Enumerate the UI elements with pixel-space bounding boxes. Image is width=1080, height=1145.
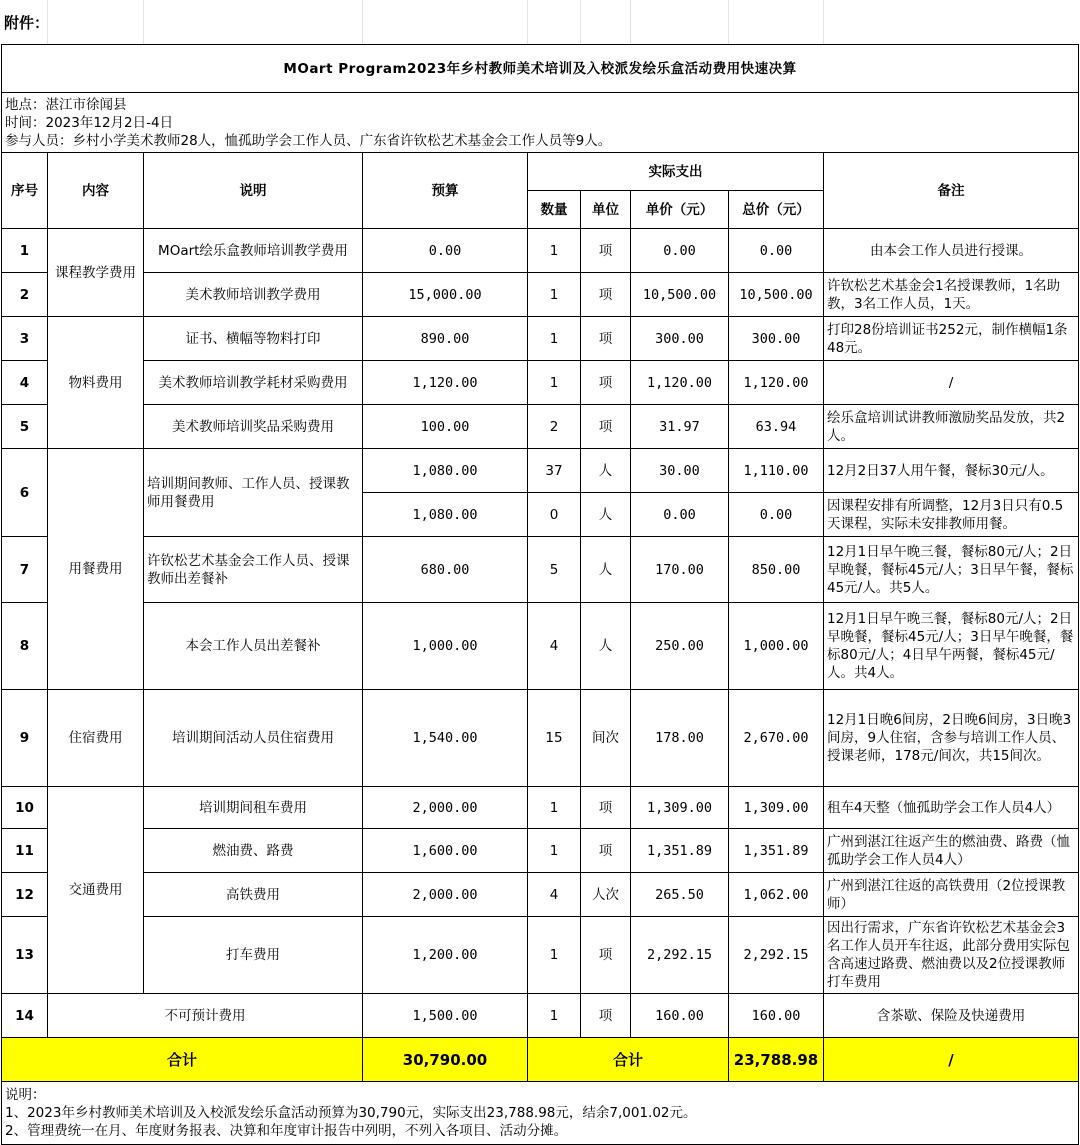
category-meal: 用餐费用 [48,449,144,690]
row-desc: 本会工作人员出差餐补 [144,603,363,690]
row-total: 63.94 [729,405,824,449]
row-remark: 12月1日早午晚三餐，餐标80元/人；2日早晚餐，餐标45元/人；3日早午晚餐，餐标80元/人；4日早午两餐，餐标45元/人。共4人。 [824,603,1079,690]
row-budget: 100.00 [363,405,528,449]
row-remark: 含茶歇、保险及快递费用 [824,994,1079,1038]
row-qty: 37 [528,449,581,493]
row-remark: 由本会工作人员进行授课。 [824,229,1079,273]
row-remark: 租车4天整（恤孤助学会工作人员4人） [824,787,1079,829]
row-budget: 1,080.00 [363,493,528,537]
row-budget: 15,000.00 [363,273,528,317]
total-label-actual: 合计 [528,1038,729,1082]
total-remark: / [824,1038,1079,1082]
row-remark: 因出行需求，广东省许钦松艺术基金会3名工作人员开车往返，此部分费用实际包含高速过路费、燃油费以及2位授课教师打车费用 [824,917,1079,994]
row-remark: 12月2日37人用午餐，餐标30元/人。 [824,449,1079,493]
row-no: 2 [2,273,48,317]
header-remark: 备注 [824,153,1079,229]
row-unit-price: 2,292.15 [631,917,729,994]
table-row [2,690,1079,787]
row-desc: MOart绘乐盒教师培训教学费用 [144,229,363,273]
row-remark: 广州到湛江往返产生的燃油费、路费（恤孤助学会工作人员4人） [824,829,1079,873]
row-total: 2,670.00 [729,690,824,787]
row-no: 13 [2,917,48,994]
row-unit: 人次 [581,873,631,917]
row-desc: 美术教师培训奖品采购费用 [144,405,363,449]
row-no: 9 [2,690,48,787]
grid-line [362,0,363,44]
row-no: 5 [2,405,48,449]
row-unit: 人 [581,537,631,603]
row-no: 6 [2,449,48,537]
table-title: MOart Program2023年乡村教师美术培训及入校派发绘乐盒活动费用快速决算 [2,45,1079,93]
row-unit-price: 300.00 [631,317,729,361]
row-unit-price: 250.00 [631,603,729,690]
row-unit: 项 [581,917,631,994]
row-unit-price: 31.97 [631,405,729,449]
row-qty: 1 [528,829,581,873]
row-remark: 12月1日晚6间房，2日晚6间房，3日晚3间房，9人住宿，含参与培训工作人员、授课老师，178元/间次，共15间次。 [824,690,1079,787]
row-qty: 1 [528,317,581,361]
row-total: 300.00 [729,317,824,361]
row-unit: 人 [581,449,631,493]
row-desc: 高铁费用 [144,873,363,917]
table-row [2,229,1079,273]
participants-text: 参与人员：乡村小学美术教师28人，恤孤助学会工作人员、广东省许钦松艺术基金会工作人员等9人。 [5,132,612,149]
category-transport: 交通费用 [48,787,144,994]
row-qty: 15 [528,690,581,787]
row-budget: 1,120.00 [363,361,528,405]
table-row [2,917,1079,994]
row-qty: 1 [528,917,581,994]
row-unit: 项 [581,229,631,273]
row-qty: 5 [528,537,581,603]
row-budget: 1,540.00 [363,690,528,787]
row-unit: 项 [581,829,631,873]
footer-line-2: 2、管理费统一在月、年度财务报表、决算和年度审计报告中列明，不列入各项目、活动分摊。 [5,1123,568,1139]
row-unit-price: 0.00 [631,493,729,537]
row-unit-price: 30.00 [631,449,729,493]
table-row [2,873,1079,917]
row-budget: 0.00 [363,229,528,273]
row-desc: 美术教师培训教学费用 [144,273,363,317]
header-budget: 预算 [363,153,528,229]
row-qty: 4 [528,603,581,690]
row-remark: 12月1日早午晚三餐，餐标80元/人；2日早晚餐，餐标45元/人；3日早午餐，餐标45元/人。共5人。 [824,537,1079,603]
row-total: 1,062.00 [729,873,824,917]
grid-line [580,0,581,44]
row-remark: 因课程安排有所调整，12月3日只有0.5天课程，实际未安排教师用餐。 [824,493,1079,537]
table-row [2,994,1079,1038]
row-qty: 1 [528,787,581,829]
grid-line [728,0,729,44]
row-total: 1,120.00 [729,361,824,405]
grid-line [47,0,48,44]
row-remark: 打印28份培训证书252元，制作横幅1条48元。 [824,317,1079,361]
row-unit: 项 [581,787,631,829]
row-qty: 0 [528,493,581,537]
row-total: 0.00 [729,229,824,273]
row-unit-price: 265.50 [631,873,729,917]
row-unit: 人 [581,603,631,690]
row-unit: 人 [581,493,631,537]
table-row [2,787,1079,829]
row-remark: 绘乐盒培训试讲教师激励奖品发放，共2人。 [824,405,1079,449]
row-remark: 广州到湛江往返的高铁费用（2位授课教师） [824,873,1079,917]
grid-line [630,0,631,44]
row-unit-price: 1,120.00 [631,361,729,405]
header-unit: 单位 [581,191,631,229]
row-budget: 1,000.00 [363,603,528,690]
row-unit-price: 0.00 [631,229,729,273]
total-row [2,1038,1079,1082]
row-total: 0.00 [729,493,824,537]
row-qty: 4 [528,873,581,917]
row-unit: 项 [581,273,631,317]
row-total: 1,000.00 [729,603,824,690]
row-qty: 1 [528,994,581,1038]
table-row [2,537,1079,603]
row-unit-price: 160.00 [631,994,729,1038]
row-unit-price: 10,500.00 [631,273,729,317]
row-no: 7 [2,537,48,603]
row-no: 14 [2,994,48,1038]
grid-line [823,0,824,44]
row-total: 2,292.15 [729,917,824,994]
row-budget: 1,080.00 [363,449,528,493]
table-row [2,829,1079,873]
category-material: 物料费用 [48,317,144,449]
row-desc: 培训期间租车费用 [144,787,363,829]
row-total: 160.00 [729,994,824,1038]
header-no: 序号 [2,153,48,229]
row-total: 1,309.00 [729,787,824,829]
row-total: 1,110.00 [729,449,824,493]
table-row [2,317,1079,361]
row-desc: 燃油费、路费 [144,829,363,873]
row-desc: 许钦松艺术基金会工作人员、授课教师出差餐补 [144,537,363,603]
row-total: 10,500.00 [729,273,824,317]
row-budget: 1,500.00 [363,994,528,1038]
row-budget: 1,600.00 [363,829,528,873]
row-desc: 不可预计费用 [48,994,363,1038]
table-row [2,603,1079,690]
header-actual: 实际支出 [528,153,824,191]
header-qty: 数量 [528,191,581,229]
row-unit-price: 1,309.00 [631,787,729,829]
row-budget: 2,000.00 [363,873,528,917]
row-remark: 许钦松艺术基金会1名授课教师，1名助教，3名工作人员，1天。 [824,273,1079,317]
location-text: 地点：湛江市徐闻县 [5,96,127,113]
footer-heading: 说明： [5,1087,46,1103]
time-text: 时间：2023年12月2日-4日 [5,114,174,131]
row-no: 3 [2,317,48,361]
total-label: 合计 [2,1038,363,1082]
row-desc: 培训期间活动人员住宿费用 [144,690,363,787]
row-no: 4 [2,361,48,405]
row-unit-price: 178.00 [631,690,729,787]
grid-line [527,0,528,44]
row-desc: 打车费用 [144,917,363,994]
row-no: 8 [2,603,48,690]
row-qty: 2 [528,405,581,449]
row-total: 1,351.89 [729,829,824,873]
attachment-label: 附件： [4,14,50,32]
row-no: 10 [2,787,48,829]
footer-notes [2,1082,1079,1145]
row-no: 11 [2,829,48,873]
grid-line [143,0,144,44]
row-no: 1 [2,229,48,273]
row-unit: 项 [581,361,631,405]
event-info [2,93,1079,153]
header-unit-price: 单价（元） [631,191,729,229]
row-qty: 1 [528,229,581,273]
table-row [2,449,1079,493]
row-remark: / [824,361,1079,405]
row-unit: 项 [581,405,631,449]
table-row [2,405,1079,449]
category-lodging: 住宿费用 [48,690,144,787]
header-total-price: 总价（元） [729,191,824,229]
row-no: 12 [2,873,48,917]
header-desc: 说明 [144,153,363,229]
attachment-bar [0,0,1080,44]
row-budget: 1,200.00 [363,917,528,994]
row-desc: 证书、横幅等物料打印 [144,317,363,361]
row-desc: 美术教师培训教学耗材采购费用 [144,361,363,405]
footer-line-1: 1、2023年乡村教师美术培训及入校派发绘乐盒活动预算为30,790元，实际支出23,788.98元，结余7,001.02元。 [5,1105,697,1121]
settlement-table [1,44,1079,1145]
table-row [2,361,1079,405]
row-unit: 项 [581,317,631,361]
row-unit: 间次 [581,690,631,787]
row-unit-price: 1,351.89 [631,829,729,873]
row-qty: 1 [528,273,581,317]
row-desc: 培训期间教师、工作人员、授课教师用餐费用 [144,449,363,537]
row-budget: 890.00 [363,317,528,361]
category-course: 课程教学费用 [48,229,144,317]
row-total: 850.00 [729,537,824,603]
row-budget: 2,000.00 [363,787,528,829]
total-actual: 23,788.98 [729,1038,824,1082]
header-content: 内容 [48,153,144,229]
table-row [2,273,1079,317]
row-unit-price: 170.00 [631,537,729,603]
row-unit: 项 [581,994,631,1038]
row-budget: 680.00 [363,537,528,603]
row-qty: 1 [528,361,581,405]
total-budget: 30,790.00 [363,1038,528,1082]
